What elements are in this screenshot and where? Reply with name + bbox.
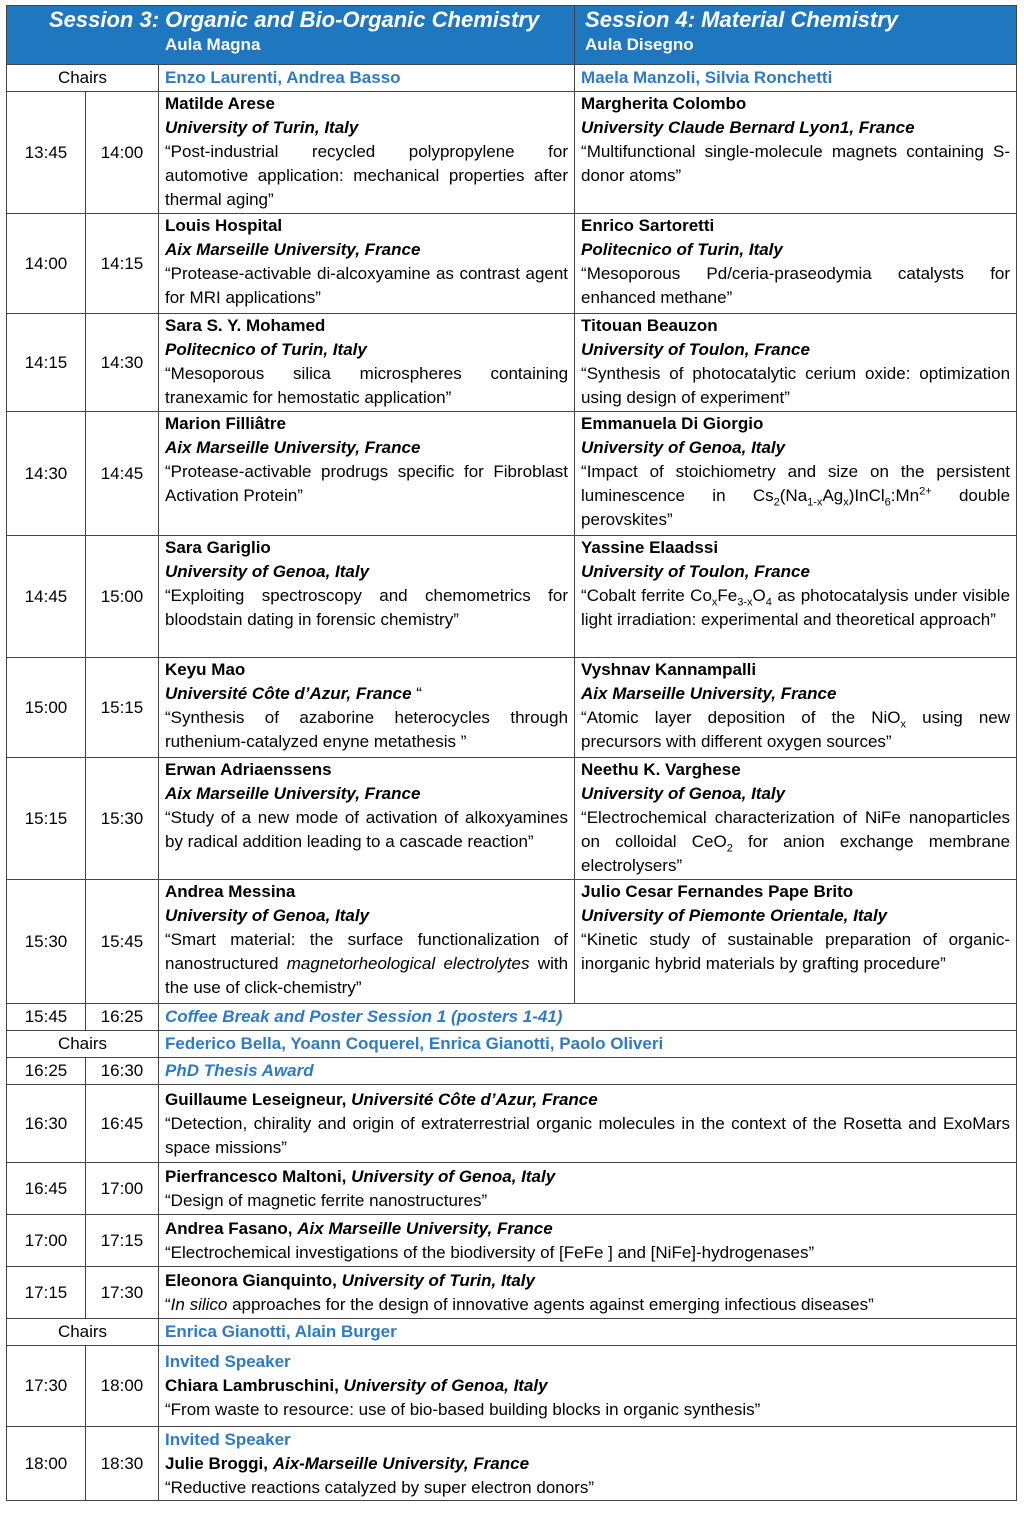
plenary-talk	[159, 1085, 1017, 1163]
talk-left	[159, 658, 575, 758]
speaker-name: Sara Gariglio	[165, 538, 271, 557]
speaker-name: Yassine Elaadssi	[581, 538, 719, 557]
end-time: 14:15	[86, 214, 159, 314]
speaker-affiliation: Aix Marseille University, France	[165, 438, 421, 457]
talk-title: “Kinetic study of sustainable preparation of organic-inorganic hybrid materials by grafting procedure”	[581, 930, 1011, 973]
speaker-affiliation: Aix Marseille University, France	[165, 784, 421, 803]
invited-speaker-label: Invited Speaker	[165, 1352, 291, 1371]
session4-title: Session 4: Material Chemistry	[585, 7, 899, 32]
chairs-row	[7, 1031, 1017, 1058]
talk-row	[7, 92, 1017, 214]
talk-right	[575, 658, 1017, 758]
chairs-plenary: Federico Bella, Yoann Coquerel, Enrica Gianotti, Paolo Oliveri	[159, 1031, 1017, 1058]
speaker-name: Eleonora Gianquinto,	[165, 1270, 342, 1290]
speaker-affiliation: Aix Marseille University, France	[165, 240, 421, 259]
plenary-talk-row	[7, 1215, 1017, 1267]
end-time: 16:30	[86, 1058, 159, 1085]
talk-right	[575, 880, 1017, 1004]
invited-talk-row	[7, 1427, 1017, 1501]
end-time: 15:15	[86, 658, 159, 758]
end-time: 16:45	[86, 1085, 159, 1163]
speaker-name: Titouan Beauzon	[581, 316, 718, 335]
speaker-affiliation: University of Turin, Italy	[341, 1270, 535, 1290]
talk-row	[7, 758, 1017, 880]
end-time: 18:00	[86, 1346, 159, 1427]
talk-right	[575, 536, 1017, 658]
speaker-name: Margherita Colombo	[581, 94, 747, 113]
chairs-label: Chairs	[7, 65, 159, 92]
start-time: 15:30	[7, 880, 86, 1004]
coffee-break-label: Coffee Break and Poster Session 1 (posters 1-41)	[159, 1004, 1017, 1031]
chairs-invited: Enrica Gianotti, Alain Burger	[159, 1319, 1017, 1346]
end-time: 17:00	[86, 1163, 159, 1215]
talk-title: “Mesoporous Pd/ceria-praseodymia catalysts for enhanced methane”	[581, 264, 1011, 307]
schedule-table	[6, 5, 1017, 1501]
speaker-name: Pierfrancesco Maltoni,	[165, 1166, 352, 1186]
coffee-break-row	[7, 1004, 1017, 1031]
start-time: 17:15	[7, 1267, 86, 1319]
talk-title: “Protease-activable prodrugs specific for Fibroblast Activation Protein”	[165, 462, 569, 505]
speaker-affiliation: University of Genoa, Italy	[581, 784, 786, 803]
invited-talk-row	[7, 1346, 1017, 1427]
talk-title: “Mesoporous silica microspheres containing tranexamic for hemostatic application”	[165, 364, 569, 407]
speaker-affiliation: University of Toulon, France	[581, 562, 810, 581]
speaker-affiliation: Université Côte d’Azur, France “	[165, 684, 422, 703]
session3-room: Aula Magna	[165, 35, 261, 54]
session3-title: Session 3: Organic and Bio-Organic Chemistry	[49, 7, 540, 32]
speaker-affiliation: University of Turin, Italy	[165, 118, 359, 137]
start-time: 18:00	[7, 1427, 86, 1501]
speaker-name: Julie Broggi,	[165, 1453, 273, 1473]
start-time: 16:45	[7, 1163, 86, 1215]
phd-award-label: PhD Thesis Award	[159, 1058, 1017, 1085]
talk-title: “Detection, chirality and origin of extraterrestrial organic molecules in the context of the Rosetta and ExoMars space missions”	[165, 1113, 1011, 1157]
start-time: 15:45	[7, 1004, 86, 1031]
chairs-row	[7, 1319, 1017, 1346]
speaker-affiliation: Aix-Marseille University, France	[272, 1453, 530, 1473]
speaker-affiliation: Politecnico of Turin, Italy	[581, 240, 783, 259]
start-time: 14:45	[7, 536, 86, 658]
talk-title: “Impact of stoichiometry and size on the persistent luminescence in $Cs_2(Na_{1-x}Ag_x)InCl_6:Mn^{2+}$ double perovskites”	[581, 462, 1011, 529]
speaker-affiliation: Politecnico of Turin, Italy	[165, 340, 367, 359]
speaker-name: Andrea Fasano,	[165, 1218, 298, 1238]
talk-left	[159, 880, 575, 1004]
talk-left	[159, 536, 575, 658]
end-time: 17:30	[86, 1267, 159, 1319]
start-time: 13:45	[7, 92, 86, 214]
speaker-affiliation: University of Piemonte Orientale, Italy	[581, 906, 888, 925]
speaker-name: Marion Filliâtre	[165, 414, 286, 433]
talk-title: “Smart material: the surface functionalization of nanostructured magnetorheological electrolytes with the use of click-chemistry”	[165, 930, 569, 997]
chairs-label: Chairs	[7, 1031, 159, 1058]
chairs-session3: Enzo Laurenti, Andrea Basso	[159, 65, 575, 92]
talk-title: “Multifunctional single-molecule magnets containing S-donor atoms”	[581, 142, 1011, 185]
plenary-talk-row	[7, 1163, 1017, 1215]
start-time: 17:00	[7, 1215, 86, 1267]
speaker-affiliation: Université Côte d’Azur, France	[351, 1089, 598, 1109]
end-time: 14:45	[86, 412, 159, 536]
talk-title: “Cobalt ferrite $Co_xFe_{3-x}O_4$ as photocatalysis under visible light irradiation: experimental and theoretical approach”	[581, 586, 1011, 629]
plenary-talk	[159, 1267, 1017, 1319]
talk-title: “Synthesis of azaborine heterocycles through ruthenium-catalyzed enyne metathesis ”	[165, 708, 569, 751]
talk-right	[575, 758, 1017, 880]
speaker-name: Emmanuela Di Giorgio	[581, 414, 764, 433]
speaker-name: Guillaume Leseigneur,	[165, 1089, 352, 1109]
talk-left	[159, 214, 575, 314]
talk-title: “In silico approaches for the design of innovative agents against emerging infectious diseases”	[165, 1294, 874, 1314]
talk-row	[7, 880, 1017, 1004]
speaker-affiliation: University Claude Bernard Lyon1, France	[581, 118, 915, 137]
phd-award-row	[7, 1058, 1017, 1085]
speaker-name: Andrea Messina	[165, 882, 296, 901]
start-time: 16:25	[7, 1058, 86, 1085]
talk-title: “Exploiting spectroscopy and chemometrics for bloodstain dating in forensic chemistry”	[165, 586, 569, 629]
speaker-affiliation: Aix Marseille University, France	[581, 684, 837, 703]
invited-talk	[159, 1346, 1017, 1427]
start-time: 17:30	[7, 1346, 86, 1427]
chairs-session4: Maela Manzoli, Silvia Ronchetti	[575, 65, 1017, 92]
talk-title: “Reductive reactions catalyzed by super electron donors”	[165, 1477, 594, 1497]
start-time: 15:15	[7, 758, 86, 880]
talk-title: “Electrochemical characterization of NiFe nanoparticles on colloidal CeO$_2$ for anion exchange membrane electrolysers”	[581, 808, 1011, 875]
talk-row	[7, 412, 1017, 536]
speaker-name: Matilde Arese	[165, 94, 275, 113]
talk-right	[575, 92, 1017, 214]
talk-row	[7, 658, 1017, 758]
talk-title: “From waste to resource: use of bio-based building blocks in organic synthesis”	[165, 1400, 761, 1419]
speaker-affiliation: University of Genoa, Italy	[581, 438, 786, 457]
end-time: 15:45	[86, 880, 159, 1004]
talk-row	[7, 314, 1017, 412]
talk-title: “Design of magnetic ferrite nanostructures”	[165, 1190, 488, 1210]
chairs-row	[7, 65, 1017, 92]
talk-left	[159, 412, 575, 536]
start-time: 14:30	[7, 412, 86, 536]
speaker-name: Enrico Sartoretti	[581, 216, 715, 235]
speaker-name: Keyu Mao	[165, 660, 246, 679]
speaker-name: Chiara Lambruschini,	[165, 1376, 344, 1395]
plenary-talk-row	[7, 1085, 1017, 1163]
end-time: 16:25	[86, 1004, 159, 1031]
end-time: 14:30	[86, 314, 159, 412]
speaker-affiliation: University of Genoa, Italy	[165, 562, 370, 581]
speaker-name: Louis Hospital	[165, 216, 283, 235]
invited-speaker-label: Invited Speaker	[165, 1429, 291, 1449]
start-time: 14:00	[7, 214, 86, 314]
speaker-affiliation: University of Genoa, Italy	[165, 906, 370, 925]
speaker-affiliation: University of Toulon, France	[581, 340, 810, 359]
session4-header	[575, 6, 1017, 65]
end-time: 18:30	[86, 1427, 159, 1501]
session-header-row	[7, 6, 1017, 65]
talk-title: “Protease-activable di-alcoxyamine as contrast agent for MRI applications”	[165, 264, 569, 307]
end-time: 15:00	[86, 536, 159, 658]
plenary-talk-row	[7, 1267, 1017, 1319]
talk-row	[7, 214, 1017, 314]
invited-talk	[159, 1427, 1017, 1501]
chairs-label: Chairs	[7, 1319, 159, 1346]
end-time: 15:30	[86, 758, 159, 880]
speaker-name: Sara S. Y. Mohamed	[165, 316, 326, 335]
end-time: 17:15	[86, 1215, 159, 1267]
talk-title: “Synthesis of photocatalytic cerium oxide: optimization using design of experiment”	[581, 364, 1011, 407]
session4-room: Aula Disegno	[585, 35, 694, 54]
talk-left	[159, 758, 575, 880]
talk-title: “Post-industrial recycled polypropylene for automotive application: mechanical properties after thermal aging”	[165, 142, 569, 209]
talk-title: “Atomic layer deposition of the NiO$_x$ using new precursors with different oxygen sources”	[581, 708, 1011, 751]
speaker-name: Vyshnav Kannampalli	[581, 660, 757, 679]
start-time: 16:30	[7, 1085, 86, 1163]
speaker-name: Julio Cesar Fernandes Pape Brito	[581, 882, 854, 901]
talk-row	[7, 536, 1017, 658]
plenary-talk	[159, 1163, 1017, 1215]
speaker-affiliation: University of Genoa, Italy	[343, 1376, 548, 1395]
talk-right	[575, 314, 1017, 412]
talk-title: “Electrochemical investigations of the biodiversity of [FeFe ] and [NiFe]-hydrogenases”	[165, 1242, 815, 1262]
speaker-affiliation: University of Genoa, Italy	[351, 1166, 556, 1186]
speaker-name: Neethu K. Varghese	[581, 760, 741, 779]
talk-left	[159, 92, 575, 214]
speaker-name: Erwan Adriaenssens	[165, 760, 332, 779]
end-time: 14:00	[86, 92, 159, 214]
plenary-talk	[159, 1215, 1017, 1267]
talk-title: “Study of a new mode of activation of alkoxyamines by radical addition leading to a cascade reaction”	[165, 808, 569, 851]
talk-left	[159, 314, 575, 412]
talk-right	[575, 412, 1017, 536]
start-time: 15:00	[7, 658, 86, 758]
talk-right	[575, 214, 1017, 314]
start-time: 14:15	[7, 314, 86, 412]
session3-header	[7, 6, 575, 65]
speaker-affiliation: Aix Marseille University, France	[297, 1218, 553, 1238]
